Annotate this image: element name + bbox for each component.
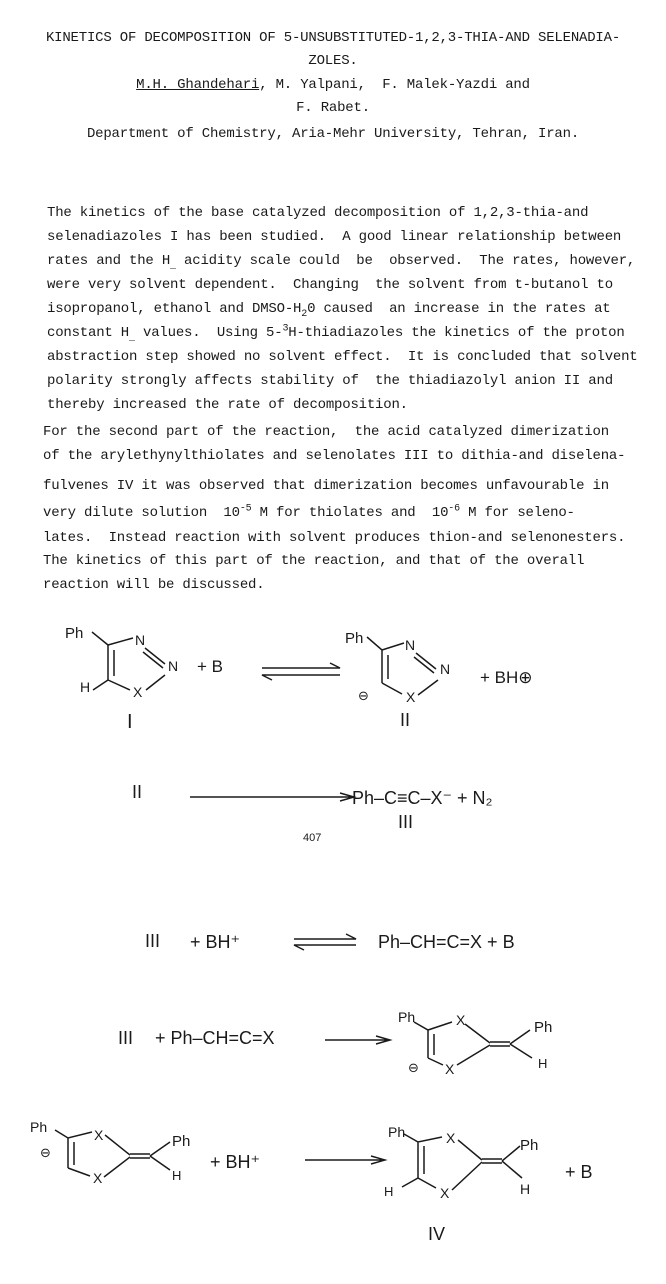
phenyl-label: Ph bbox=[65, 625, 84, 642]
abstract-line: selenadiazoles I has been studied. A good linear relationship between bbox=[47, 229, 622, 245]
n-atom: N bbox=[135, 632, 146, 648]
reaction-arrow bbox=[325, 1036, 390, 1044]
h-atom: H bbox=[538, 1056, 548, 1071]
text: acidity scale could be observed. The rates, however, bbox=[175, 253, 636, 269]
text: 0 caused an increase in the rates at bbox=[307, 301, 611, 317]
phenyl-label: Ph bbox=[534, 1019, 553, 1036]
text: rates and the H bbox=[47, 253, 171, 269]
subscript: _ bbox=[129, 332, 135, 344]
presenting-author: M.H. Ghandehari bbox=[136, 77, 260, 93]
anion-charge: ⊖ bbox=[40, 1145, 51, 1160]
phenyl-label: Ph bbox=[520, 1137, 539, 1154]
h-atom: H bbox=[520, 1181, 531, 1197]
phenyl-label: Ph bbox=[388, 1124, 406, 1140]
compound-label-III: III bbox=[145, 931, 161, 951]
dithiafulvene-anion bbox=[55, 1130, 170, 1177]
abstract-line bbox=[47, 301, 611, 320]
abstract-line: fulvenes IV it was observed that dimerization becomes unfavourable in bbox=[43, 478, 609, 494]
abstract-line bbox=[47, 253, 636, 272]
compound-label-IV: IV bbox=[428, 1224, 446, 1244]
abstract-line: The kinetics of the base catalyzed decomposition of 1,2,3-thia-and bbox=[47, 205, 589, 221]
phenyl-label: Ph bbox=[172, 1133, 191, 1150]
text: constant H bbox=[47, 325, 130, 341]
compound-label-III: III bbox=[118, 1028, 134, 1048]
plus-b: + B bbox=[197, 657, 223, 676]
subscript: 2 bbox=[301, 308, 308, 320]
authors-line-1 bbox=[0, 77, 666, 93]
scheme-3 bbox=[145, 931, 515, 952]
x-atom: X bbox=[94, 1127, 104, 1143]
subscript: _ bbox=[170, 260, 176, 272]
superscript: -6 bbox=[448, 503, 460, 515]
anion-charge: ⊖ bbox=[408, 1060, 419, 1075]
h-atom: H bbox=[172, 1168, 182, 1183]
dithiafulvene-anion bbox=[414, 1022, 532, 1065]
page-number: 407 bbox=[303, 832, 322, 844]
n-atom: N bbox=[168, 658, 179, 674]
scheme-2 bbox=[132, 782, 493, 844]
reaction-arrow bbox=[190, 793, 354, 801]
equilibrium-arrow bbox=[294, 934, 356, 950]
abstract-line: polarity strongly affects stability of the thiadiazolyl anion II and bbox=[47, 373, 613, 389]
x-atom: X bbox=[406, 689, 416, 705]
x-atom: X bbox=[93, 1170, 103, 1186]
text: very dilute solution 10 bbox=[43, 505, 240, 521]
equilibrium-arrow bbox=[262, 663, 340, 680]
n-atom: N bbox=[440, 661, 451, 677]
x-atom: X bbox=[133, 684, 143, 700]
reaction-schemes bbox=[0, 600, 666, 1284]
thioketene-product: Ph–CH=C=X + B bbox=[378, 932, 515, 952]
abstract-line: thereby increased the rate of decomposition. bbox=[47, 397, 408, 413]
abstract-line: abstraction step showed no solvent effect. It is concluded that solvent bbox=[47, 349, 638, 365]
abstract-line: The kinetics of this part of the reaction, and that of the overall bbox=[43, 553, 585, 569]
abstract-line bbox=[43, 505, 575, 521]
compound-label-I: I bbox=[127, 711, 133, 733]
dithiafulvene-product bbox=[402, 1134, 522, 1190]
text: M for thiolates and 10 bbox=[251, 505, 449, 521]
compound-label-II: II bbox=[400, 710, 411, 730]
phenyl-label: Ph bbox=[30, 1119, 48, 1135]
text: H-thiadiazoles the kinetics of the proton bbox=[288, 325, 625, 341]
h-atom: H bbox=[80, 679, 91, 695]
plus-bh: + BH⁺ bbox=[190, 932, 241, 952]
text: isopropanol, ethanol and DMSO-H bbox=[47, 301, 302, 317]
n-atom: N bbox=[405, 637, 416, 653]
title-line-2: ZOLES. bbox=[308, 53, 358, 69]
plus-bh-plus: + BH⊕ bbox=[480, 668, 533, 687]
thioketene-reactant: + Ph–CH=C=X bbox=[155, 1028, 275, 1048]
x-atom: X bbox=[440, 1185, 450, 1201]
x-atom: X bbox=[445, 1061, 455, 1077]
title-line-1: KINETICS OF DECOMPOSITION OF 5-UNSUBSTITUTED-1,2,3-THIA-AND SELENADIA- bbox=[45, 30, 621, 46]
abstract-line: reaction will be discussed. bbox=[43, 577, 265, 593]
affiliation: Department of Chemistry, Aria-Mehr University, Tehran, Iran. bbox=[86, 126, 580, 142]
phenyl-label: Ph bbox=[345, 630, 364, 647]
compound-label-II: II bbox=[132, 782, 143, 802]
plus-bh: + BH⁺ bbox=[210, 1152, 261, 1172]
h-atom: H bbox=[384, 1184, 394, 1199]
abstract-line: were very solvent dependent. Changing the solvent from t-butanol to bbox=[47, 277, 613, 293]
reaction-arrow bbox=[305, 1156, 385, 1164]
scheme-1 bbox=[65, 625, 533, 733]
co-authors: , M. Yalpani, F. Malek-Yazdi and bbox=[259, 77, 530, 93]
abstract-line: lates. Instead reaction with solvent produces thion-and selenonesters. bbox=[43, 530, 626, 546]
authors-line-2: F. Rabet. bbox=[296, 100, 370, 116]
phenyl-label: Ph bbox=[398, 1009, 416, 1025]
abstract-line: For the second part of the reaction, the acid catalyzed dimerization bbox=[43, 424, 609, 440]
plus-b: + B bbox=[565, 1162, 593, 1182]
scheme-4 bbox=[118, 1009, 552, 1077]
text: M for seleno- bbox=[459, 505, 575, 521]
thiadiazolyl-anion-ring bbox=[367, 637, 438, 695]
abstract-line bbox=[47, 323, 625, 344]
superscript: 3 bbox=[282, 323, 289, 335]
scheme-5 bbox=[30, 1119, 593, 1244]
compound-label-III: III bbox=[398, 812, 414, 832]
alkynide-product: Ph–C≡C–X⁻ + N₂ bbox=[352, 788, 493, 808]
text: values. Using 5- bbox=[134, 325, 283, 341]
x-atom: X bbox=[456, 1012, 466, 1028]
superscript: -5 bbox=[239, 503, 252, 515]
x-atom: X bbox=[446, 1130, 456, 1146]
thiadiazole-ring bbox=[92, 632, 165, 690]
abstract-line: of the arylethynylthiolates and selenolates III to dithia-and diselena- bbox=[43, 448, 626, 464]
anion-charge: ⊖ bbox=[358, 688, 369, 703]
